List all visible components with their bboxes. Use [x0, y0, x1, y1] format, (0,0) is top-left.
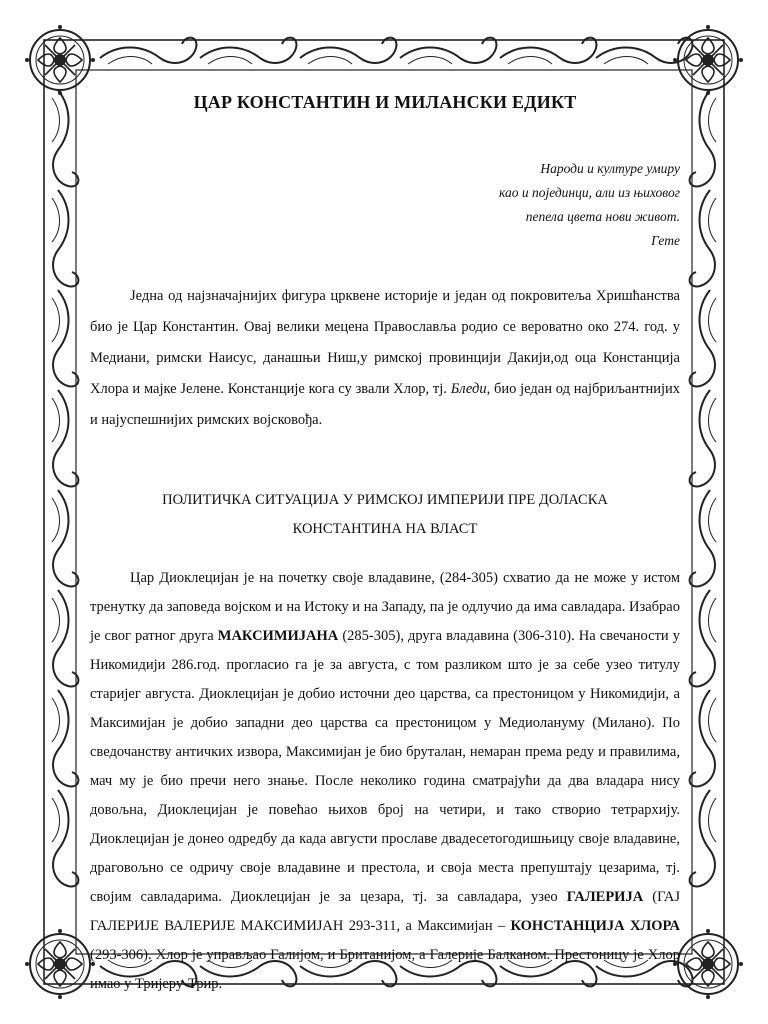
- bold-name: КОНСТАНЦИЈА ХЛОРА: [510, 918, 680, 934]
- body-text: Цар Диоклецијан је на почетку своје владавине, (284-305) схватио да не може у истом тренутку да заповеда војском и на Истоку и на Западу, па је одлучио да има савладара. Изабрао је свог ратног друга: [90, 570, 680, 644]
- intro-text: Једна од најзначајнијих фигура црквене историје и један од покровитеља Хришћанства био је Цар Константин. Овај велики мецена Православља родио се вероватно око 274. год. у Медиани, римски Наисус, данашњи Ниш,у римској провинцији Дакији,од оца Констанција Хлора и мајке Јелене. Констанције кога су звали Хлор, тј.: [90, 288, 680, 397]
- epigraph-line: као и појединци, али из њиховог: [498, 185, 680, 200]
- border-right-ornament: [690, 90, 716, 886]
- intro-text-end: , био један од најбриљантнијих и најуспешнијих римских војсковођа.: [90, 381, 681, 428]
- document-body: [90, 92, 680, 1014]
- section-heading: [90, 486, 680, 544]
- intro-paragraph: [90, 281, 680, 436]
- document-title: ЦАР КОНСТАНТИН И МИЛАНСКИ ЕДИКТ: [193, 92, 577, 112]
- border-top-ornament: [100, 38, 692, 64]
- epigraph-line: пепела цвета нови живот.: [525, 209, 680, 224]
- bold-name: МАКСИМИЈАНА: [217, 628, 339, 644]
- body-text: (293-306). Хлор је управљао Галијом, и Британијом, а Галерије Балканом. Престоницу је Хлор имао у Тријеру-Трир.: [90, 947, 680, 992]
- bold-name: ГАЛЕРИЈА: [566, 889, 644, 905]
- epigraph-line: Народи и културе умиру: [540, 161, 680, 176]
- epigraph: [90, 157, 680, 253]
- section-heading-line: ПОЛИТИЧКА СИТУАЦИЈА У РИМСКОЈ ИМПЕРИЈИ ПРЕ ДОЛАСКА: [162, 492, 608, 508]
- border-left-ornament: [52, 90, 78, 886]
- body-text: (ГАЈ ГАЛЕРИЈЕ ВАЛЕРИЈЕ МАКСИМИЈАН 293-311, а Максимијан –: [90, 889, 681, 934]
- body-paragraph: [90, 564, 680, 999]
- body-text: (285-305), друга владавина (306-310). На свечаности у Никомидији 286.год. прогласио га је за августа, с том разликом што је за себе узео титулу старијег августа. Диоклецијан је добио источни део царства, са престоницом у Никомидији, а Максимијан је добио западни део царства са престоницом у Медиолануму (Милано). По сведочанству античких извора, Максимијан је био бруталан, немаран према реду и правилима, мач му је био пречи него знање. После неколико година сматрајући да два владара нису довољна, Диоклецијан је повећао њихов број на четири, и тако створио тетрархију. Диоклецијан је донео одредбу да када августи прославе двадесетогодишњицу своје владавине, драговољно се одричу своје владавине и престола, и своја места препуштају цезарима, тј. својим савладарима. Диоклецијан је за цезара, тј. за савладара, узео: [90, 628, 680, 905]
- section-heading-line: КОНСТАНТИНА НА ВЛАСТ: [292, 521, 478, 537]
- intro-emphasis: Бледи: [450, 381, 487, 397]
- epigraph-author: Гете: [651, 233, 680, 248]
